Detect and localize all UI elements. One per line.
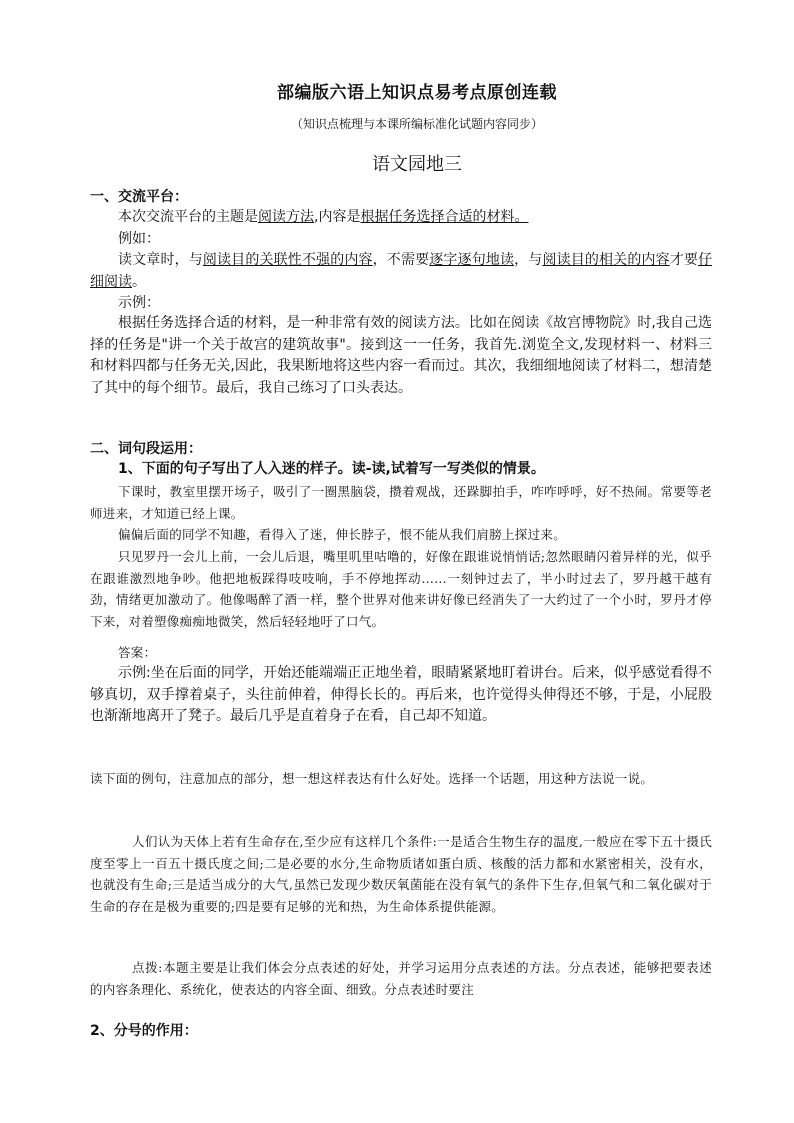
example-label: 例如：	[118, 231, 160, 247]
question-2-heading: 2、分号的作用：	[90, 1023, 198, 1039]
ex-text-c: ，与	[514, 252, 543, 268]
passage-3: 只见罗丹一会儿上前，一会儿后退，嘴里叽里咕噜的，好像在跟谁说悄悄话;忽然眼睛闪着异样的光，似乎在跟谁激烈地争吵。他把地板踩得吱吱响，手不停地挥动……一刻钟过去了，半小时过去了，罗丹越干越有劲，情绪更加激动了。他像喝醉了酒一样，整个世界对他来讲好像已经消失了一大约过了一个小时，罗丹才停下来，对着塑像痴痴地微笑，然后轻轻地吁了口气。	[90, 549, 712, 629]
intro-underline-method: 阅读方法	[258, 209, 314, 225]
ex-text-a: 读文章时，与	[118, 252, 203, 268]
intro-text-b: ,内容是	[314, 209, 361, 225]
ex-text-d: 才要	[669, 252, 699, 268]
passage-1: 下课时，教室里摆开场子，吸引了一圈黑脑袋，攒着观战，还跺脚拍手，咋咋呼呼，好不热闹。常要等老师进来，才知道已经上课。	[90, 484, 712, 521]
ex-underline-4: 仔细阅读	[90, 252, 713, 290]
intro-underline-content: 根据任务选择合适的材料。	[360, 209, 529, 225]
answer-paragraph: 示例:坐在后面的同学，开始还能端端正正地坐着，眼睛紧紧地盯着讲台。后来，似乎感觉看得不够真切，双手撑着桌子，头往前伸着，伸得长长的。再后来，也许觉得头伸得还不够，于是，小屁股也渐渐地离开了凳子。最后几乎是直着身子在看，自己却不知道。	[90, 665, 712, 724]
ex-text-e: 。	[132, 273, 146, 290]
example-paragraph	[90, 250, 712, 293]
ex-underline-1: 阅读目的关联性不强的内容	[202, 252, 373, 268]
answer-label: 答案：	[118, 645, 157, 660]
intro-text-a: 本次交流平台的主题是	[118, 209, 258, 225]
passage-2: 偏偏后面的同学不知趣，看得入了迷，伸长脖子，恨不能从我们肩膀上探过来。	[118, 527, 567, 542]
question-1: 1、下面的句子写出了人入迷的样子。读-读,试着写一写类似的情景。	[118, 461, 545, 477]
ex-underline-3: 阅读目的相关的内容	[542, 252, 670, 268]
section-heading-usage: 二、词句段运用：	[90, 441, 202, 457]
ex-underline-2: 逐字逐句地读	[429, 252, 515, 268]
document-subtitle: （知识点梳理与本课所编标准化试题内容同步）	[290, 117, 543, 131]
tip-paragraph: 点拨:本题主要是让我们体会分点表述的好处，并学习运用分点表述的方法。分点表述，能够把要表述的内容条理化、系统化，使表达的内容全面、细致。分点表述时要注	[90, 960, 712, 997]
unit-heading: 语文园地三	[372, 154, 462, 175]
section-heading-exchange: 一、交流平台：	[90, 189, 188, 205]
sample-label: 示例：	[118, 295, 160, 311]
example-sentence-paragraph: 人们认为天体上若有生命存在,至少应有这样几个条件:一是适合生物生存的温度,一般应在零下五十摄氏度至零上一百五十摄氏度之间;二是必要的水分,生命物质诸如蛋白质、核酸的活力都和水紧密相关，没有水，也就没有生命;三是适当成分的大气,虽然已发现少数厌氧菌能在没有氧气的条件下生存,但氧气和二氧化碳对于生命的存在是极为重要的;四是要有足够的光和热，为生命体系提供能源。	[90, 834, 712, 914]
reading-instruction: 读下面的例句，注意加点的部分，想一想这样表达有什么好处。选择一个话题，用这种方法说一说。	[90, 771, 654, 786]
document-title: 部编版六语上知识点易考点原创连载	[277, 83, 557, 103]
exchange-intro	[90, 207, 712, 229]
ex-text-b: ，不需要	[372, 252, 430, 268]
sample-paragraph: 根据任务选择合适的材料，是一种非常有效的阅读方法。比如在阅读《故宫博物院》时,我自己选择的任务是"讲一个关于故宫的建筑故事"。接到这一一任务，我首先.浏览全文,发现材料一、材料三和材料四都与任务无关,因此，我果断地将这些内容一看而过。其次，我细细地阅读了材料二，想清楚了其中的每个细节。最后，我自己练习了口头表达。	[90, 315, 712, 396]
